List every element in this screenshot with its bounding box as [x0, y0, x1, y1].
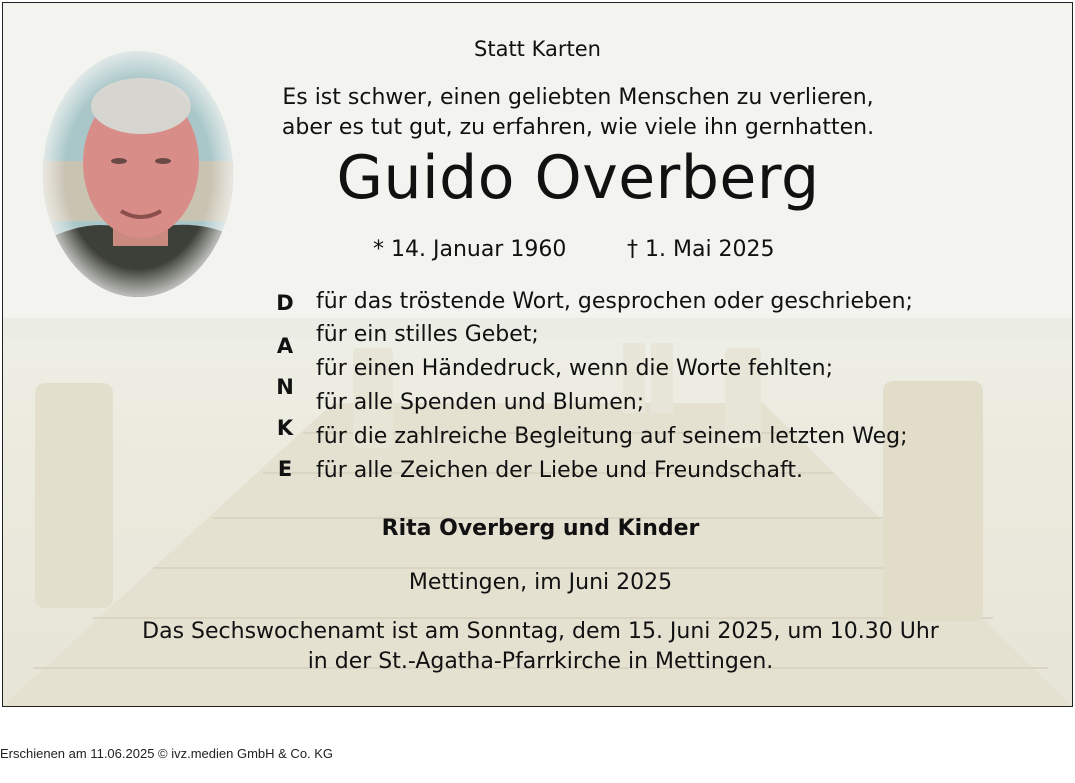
service-info-line-2: in der St.-Agatha-Pfarrkirche in Mettingen.	[307, 649, 774, 674]
quote-line-1: Es ist schwer, einen geliebten Menschen zu verlieren,	[282, 85, 874, 110]
thanks-line: für alle Zeichen der Liebe und Freundschaft.	[316, 458, 803, 483]
thanks-line: für die zahlreiche Begleitung auf seinem letzten Weg;	[316, 424, 908, 449]
birth-date: * 14. Januar 1960	[373, 237, 567, 262]
obituary-card	[2, 2, 1073, 707]
deceased-name: Guido Overberg	[336, 143, 820, 213]
service-info-line-1: Das Sechswochenamt ist am Sonntag, dem 15. Juni 2025, um 10.30 Uhr	[142, 619, 939, 644]
danke-letter: D	[276, 291, 294, 315]
danke-letter: A	[276, 334, 294, 358]
thanks-line: für einen Händedruck, wenn die Worte fehlten;	[316, 356, 834, 381]
signature: Rita Overberg und Kinder	[381, 516, 700, 541]
publication-footer: Erschienen am 11.06.2025 © ivz.medien GmbH & Co. KG	[0, 746, 334, 761]
thanks-line: für alle Spenden und Blumen;	[316, 390, 645, 415]
death-date: † 1. Mai 2025	[627, 237, 775, 262]
danke-letter: E	[277, 457, 293, 481]
header-statt-karten: Statt Karten	[474, 37, 601, 61]
thanks-line: für das tröstende Wort, gesprochen oder geschrieben;	[316, 289, 913, 314]
danke-letter: K	[276, 416, 294, 440]
place-date: Mettingen, im Juni 2025	[408, 570, 673, 595]
danke-letter: N	[276, 375, 294, 399]
quote-line-2: aber es tut gut, zu erfahren, wie viele ihn gernhatten.	[281, 115, 875, 140]
thanks-line: für ein stilles Gebet;	[316, 322, 539, 347]
